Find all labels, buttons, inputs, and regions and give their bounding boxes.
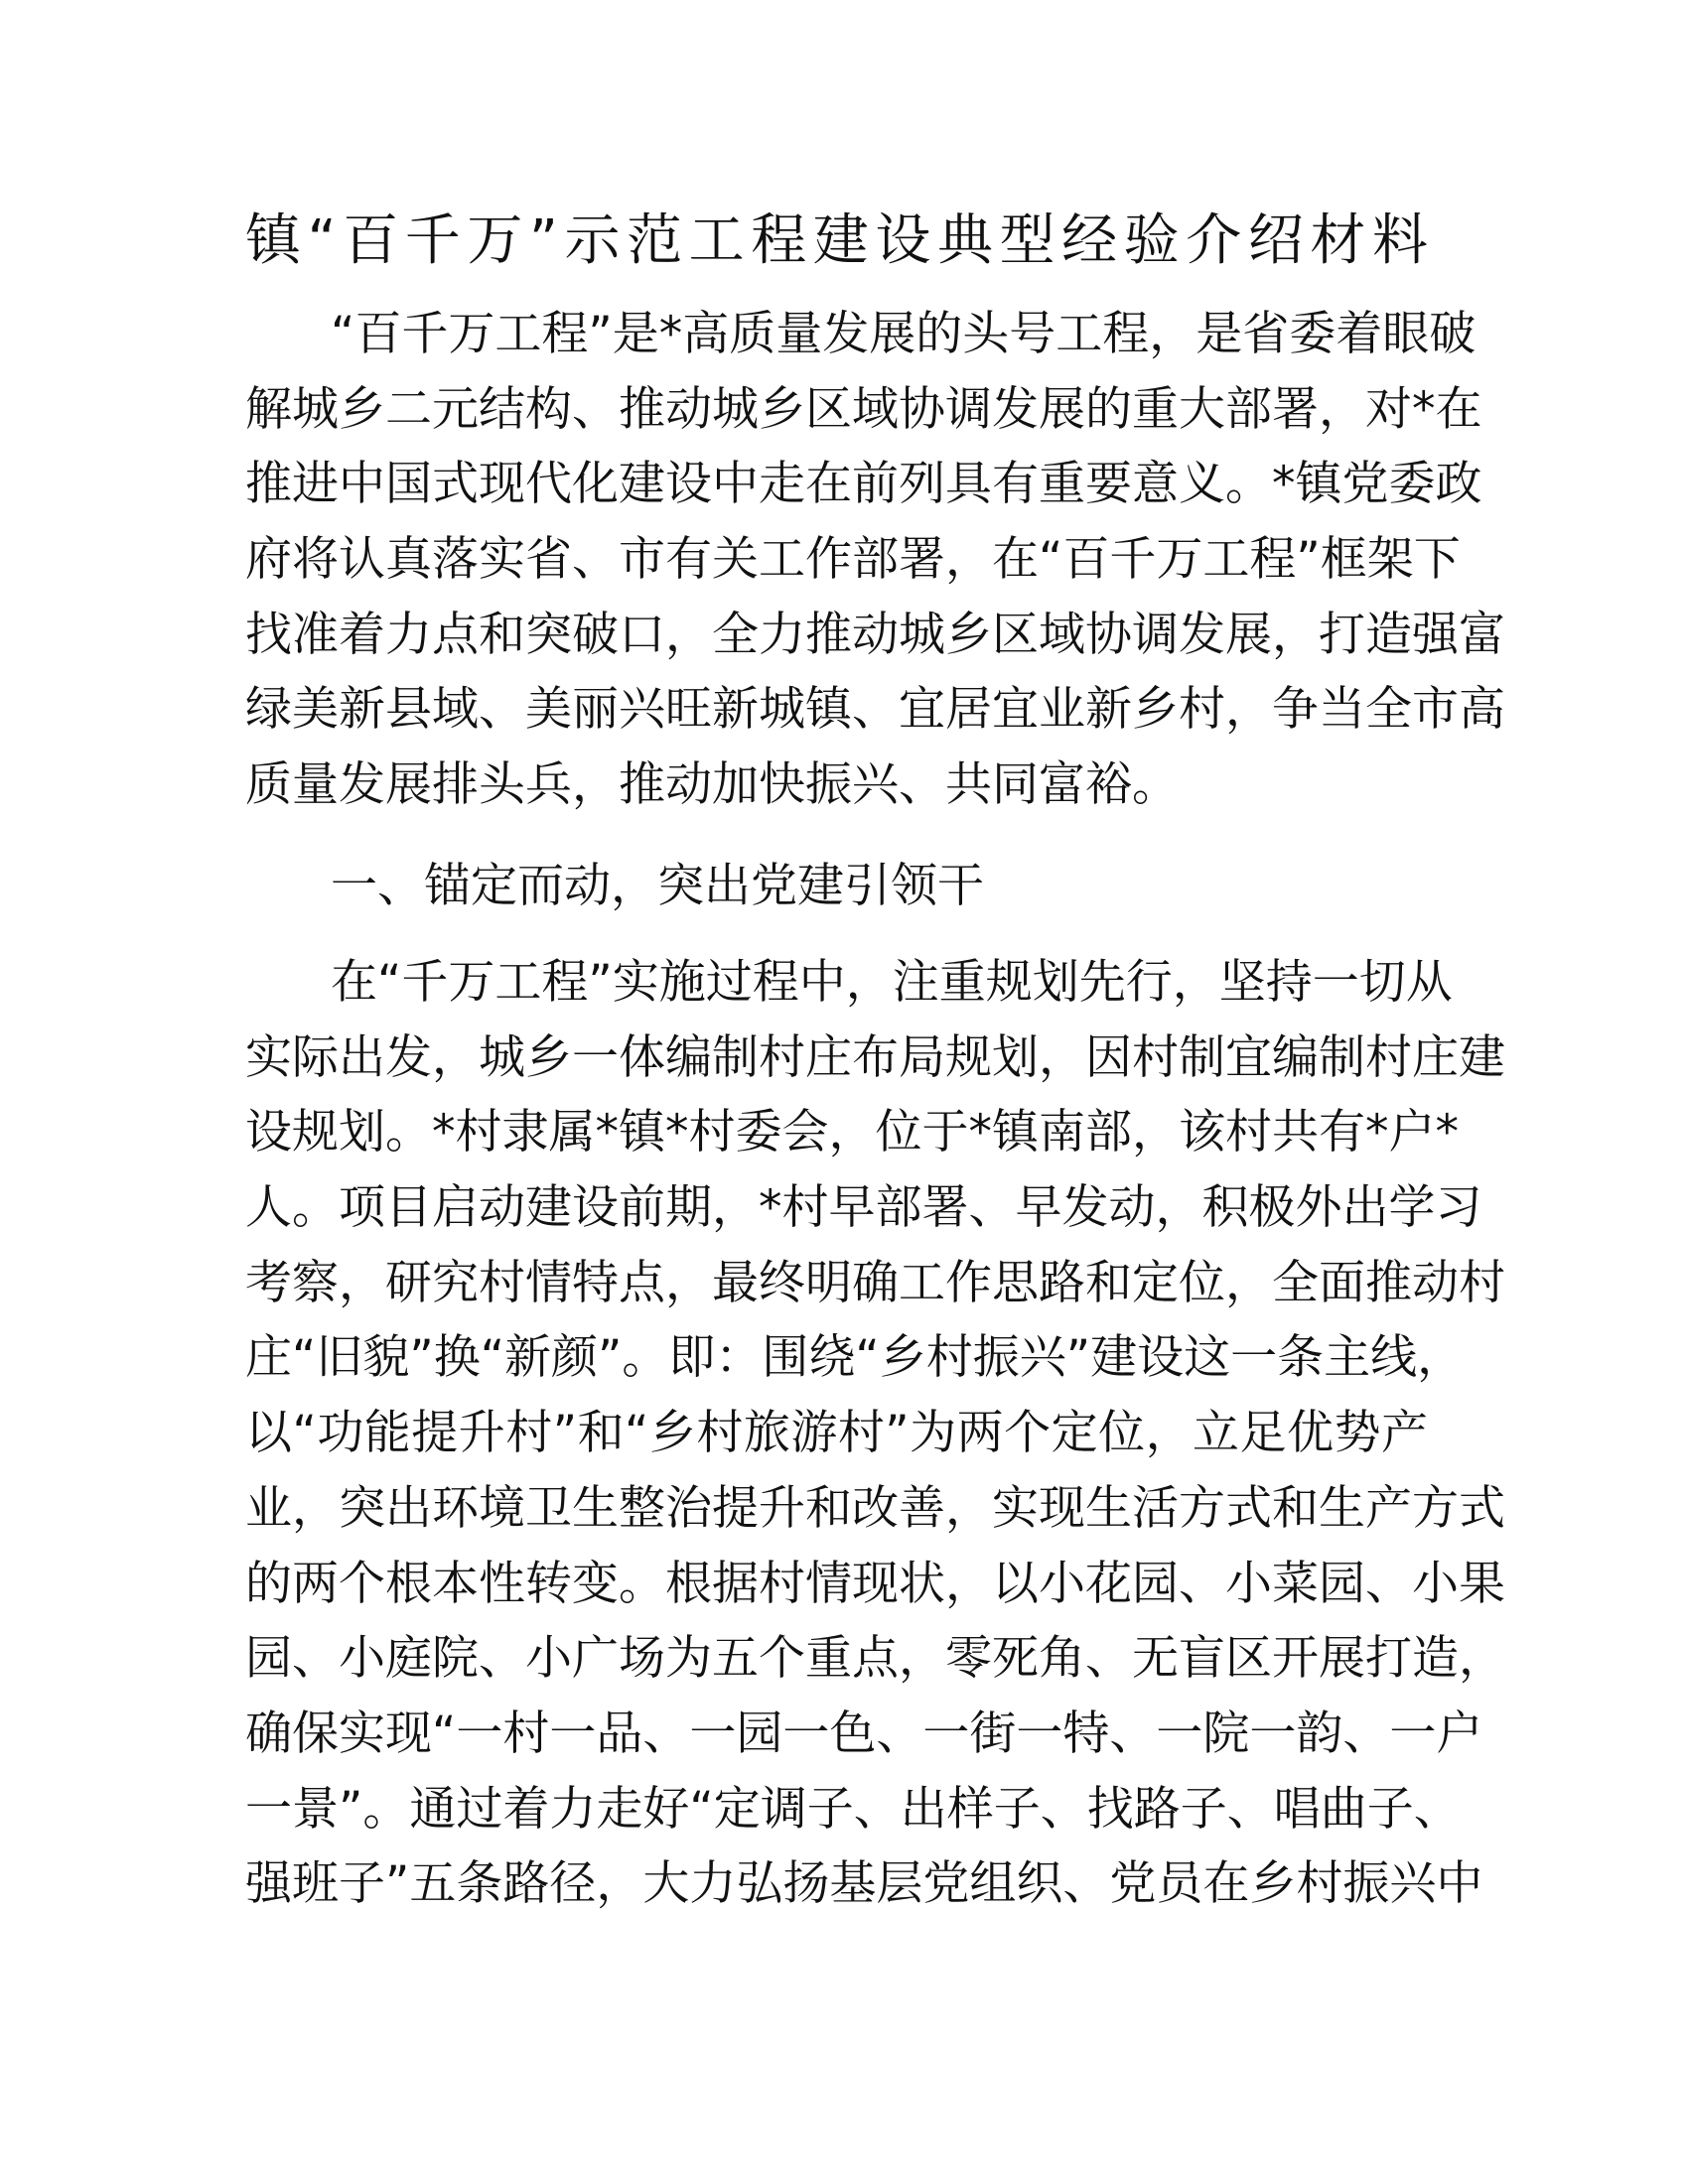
paragraph-line: 在“千万工程”实施过程中，注重规划先行，坚持一切从 <box>331 955 1453 1010</box>
paragraph-line: 确保实现“一村一品、一园一色、一街一特、一院一韵、一户 <box>245 1706 1483 1761</box>
paragraph-line: 人。项目启动建设前期，*村早部署、早发动，积极外出学习 <box>245 1180 1482 1236</box>
paragraph-line: 以“功能提升村”和“乡村旅游村”为两个定位，立足优势产 <box>245 1406 1428 1461</box>
section-heading: 一、锚定而动，突出党建引领干 <box>331 859 984 913</box>
paragraph-line: 庄“旧貌”换“新颜”。即：围绕“乡村振兴”建设这一条主线， <box>245 1330 1465 1386</box>
paragraph-line: 绿美新县域、美丽兴旺新城镇、宜居宜业新乡村，争当全市高 <box>245 682 1505 738</box>
intro-paragraph <box>245 297 1505 823</box>
section-paragraph <box>245 945 1505 1922</box>
paragraph-line: 质量发展排头兵，推动加快振兴、共同富裕。 <box>245 757 1179 813</box>
paragraph-line: 的两个根本性转变。根据村情现状，以小花园、小菜园、小果 <box>245 1556 1505 1611</box>
paragraph-line: 找准着力点和突破口，全力推动城乡区域协调发展，打造强富 <box>245 607 1505 662</box>
paragraph-line: 强班子”五条路径，大力弘扬基层党组织、党员在乡村振兴中 <box>245 1856 1483 1912</box>
paragraph-line: 设规划。*村隶属*镇*村委会，位于*镇南部，该村共有*户* <box>245 1105 1459 1160</box>
document-title: 镇“百千万”示范工程建设典型经验介绍材料 <box>245 208 1428 273</box>
paragraph-line: 考察，研究村情特点，最终明确工作思路和定位，全面推动村 <box>245 1255 1505 1310</box>
paragraph-line: 推进中国式现代化建设中走在前列具有重要意义。*镇党委政 <box>245 457 1482 512</box>
paragraph-line: 府将认真落实省、市有关工作部署，在“百千万工程”框架下 <box>245 532 1461 588</box>
paragraph-line: 园、小庭院、小广场为五个重点，零死角、无盲区开展打造， <box>245 1631 1505 1687</box>
paragraph-line: “百千万工程”是*高质量发展的头号工程，是省委着眼破 <box>331 307 1477 361</box>
paragraph-line: 解城乡二元结构、推动城乡区域协调发展的重大部署，对*在 <box>245 381 1482 437</box>
paragraph-line: 一景”。通过着力走好“定调子、出样子、找路子、唱曲子、 <box>245 1781 1461 1837</box>
paragraph-line: 业，突出环境卫生整治提升和改善，实现生活方式和生产方式 <box>245 1480 1505 1536</box>
paragraph-line: 实际出发，城乡一体编制村庄布局规划，因村制宜编制村庄建 <box>245 1029 1505 1085</box>
